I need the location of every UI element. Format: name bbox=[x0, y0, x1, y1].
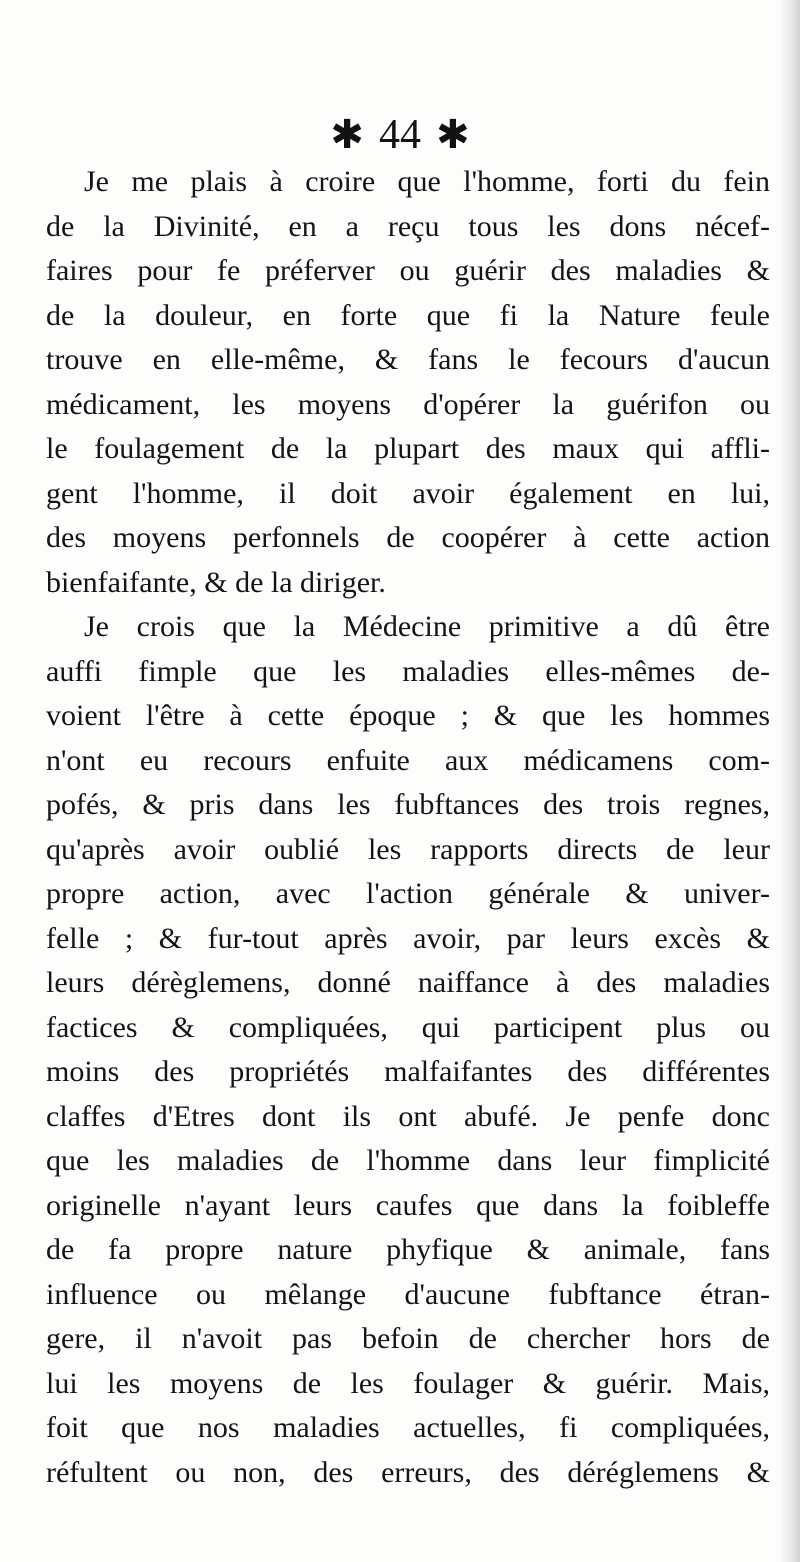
text-line: faires pour fe préferver ou guérir des maladies & bbox=[46, 254, 770, 287]
text-line: auffi fimple que les maladies elles-mêmes de- bbox=[46, 654, 770, 688]
text-line: voient l'être à cette époque ; & que les hommes bbox=[46, 699, 770, 732]
text-line: de fa propre nature phyfique & animale, fans bbox=[46, 1233, 770, 1266]
text-line: originelle n'ayant leurs caufes que dans la foibleffe bbox=[46, 1188, 770, 1222]
text-line: que les maladies de l'homme dans leur fimplicité bbox=[46, 1144, 770, 1177]
body-text bbox=[46, 160, 770, 1495]
text-line: influence ou mêlange d'aucune fubftance étran- bbox=[46, 1277, 770, 1311]
text-line: gere, il n'avoit pas befoin de chercher hors de bbox=[46, 1322, 770, 1355]
text-line: Je me plais à croire que l'homme, forti du fein bbox=[84, 165, 770, 198]
page-number: 44 bbox=[379, 111, 421, 158]
text-line: lui les moyens de les foulager & guérir. Mais, bbox=[46, 1366, 770, 1400]
page-header bbox=[0, 104, 800, 164]
text-line: gent l'homme, il doit avoir également en lui, bbox=[46, 476, 770, 510]
text-line: des moyens perfonnels de coopérer à cette action bbox=[46, 521, 770, 554]
text-line: réfultent ou non, des erreurs, des déréglemens & bbox=[46, 1455, 770, 1489]
text-line: moins des propriétés malfaifantes des différentes bbox=[46, 1055, 770, 1088]
text-line: factices & compliquées, qui participent plus ou bbox=[46, 1010, 770, 1044]
text-line: de la Divinité, en a reçu tous les dons nécef- bbox=[46, 209, 770, 243]
text-line: trouve en elle-même, & fans le fecours d'aucun bbox=[46, 343, 770, 376]
text-line: leurs dérèglemens, donné naiffance à des maladies bbox=[46, 966, 770, 999]
text-line: pofés, & pris dans les fubftances des trois regnes, bbox=[46, 788, 770, 821]
text-line: felle ; & fur-tout après avoir, par leurs excès & bbox=[46, 921, 770, 955]
left-ornament-icon: ✱ bbox=[330, 111, 364, 158]
text-line: le foulagement de la plupart des maux qui affli- bbox=[46, 432, 770, 465]
text-line: claffes d'Etres dont ils ont abufé. Je penfe donc bbox=[46, 1099, 770, 1133]
text-line: qu'après avoir oublié les rapports directs de leur bbox=[46, 832, 770, 866]
text-line: propre action, avec l'action générale & univer- bbox=[46, 877, 770, 910]
text-line: foit que nos maladies actuelles, fi compliquées, bbox=[46, 1411, 770, 1444]
text-line: Je crois que la Médecine primitive a dû être bbox=[84, 610, 770, 643]
text-line: de la douleur, en forte que fi la Nature feule bbox=[46, 298, 770, 332]
text-line: n'ont eu recours enfuite aux médicamens com- bbox=[46, 743, 770, 777]
text-line: médicament, les moyens d'opérer la guérifon ou bbox=[46, 387, 770, 421]
page-gutter-shadow bbox=[778, 0, 800, 1562]
right-ornament-icon: ✱ bbox=[436, 111, 470, 158]
text-line: bienfaifante, & de la diriger. bbox=[46, 565, 386, 599]
